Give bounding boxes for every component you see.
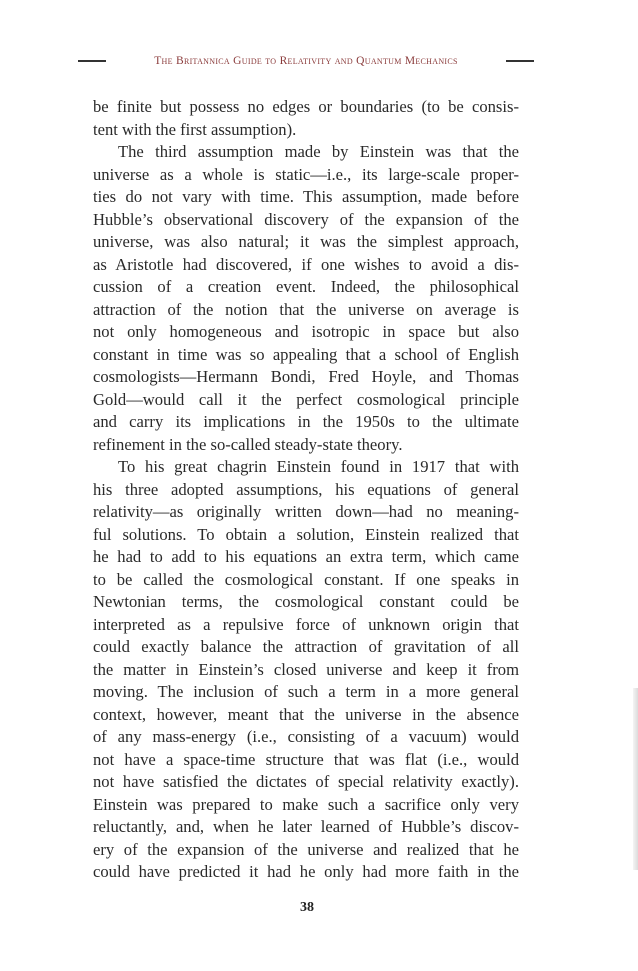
text-line: universe as a whole is static—i.e., its large-scale proper- (93, 164, 519, 184)
text-line: universe, was also natural; it was the simplest approach, (93, 232, 519, 251)
text-line: interpreted as a repulsive force of unknown origin that (93, 614, 519, 634)
text-line: he had to add to his equations an extra term, which came (93, 547, 519, 566)
text-line: ery of the expansion of the universe and realized that he (93, 839, 519, 859)
text-line: could have predicted it had he only had more faith in the (93, 862, 519, 881)
text-line: as Aristotle had discovered, if one wishes to avoid a dis- (93, 254, 519, 274)
text-line: ful solutions. To obtain a solution, Einstein realized that (93, 524, 519, 544)
body-text (93, 96, 519, 884)
text-line: not only homogeneous and isotropic in space but also (93, 322, 519, 341)
text-line: attraction of the notion that the universe on average is (93, 299, 519, 319)
text-line: be finite but possess no edges or boundaries (to be consis- (93, 97, 519, 116)
text-line: Gold—would call it the perfect cosmological principle (93, 389, 519, 409)
text-line: the matter in Einstein’s closed universe and keep it from (93, 659, 519, 679)
header-rule-right (506, 60, 534, 61)
text-line: ties do not vary with time. This assumption, made before (93, 187, 519, 206)
text-line: To his great chagrin Einstein found in 1917 that with (118, 457, 519, 476)
text-line: and carry its implications in the 1950s to the ultimate (93, 412, 519, 431)
running-header (78, 52, 534, 70)
text-line: context, however, meant that the universe in the absence (93, 704, 519, 724)
text-line: reluctantly, and, when he later learned of Hubble’s discov- (93, 817, 519, 836)
page-edge-shadow (633, 688, 638, 870)
text-line: relativity—as originally written down—had no meaning- (93, 502, 519, 521)
text-line: Hubble’s observational discovery of the expansion of the (93, 209, 519, 229)
text-line: could exactly balance the attraction of gravitation of all (93, 637, 519, 656)
text-line: refinement in the so-called steady-state theory. (93, 434, 403, 454)
text-line: to be called the cosmological constant. If one speaks in (93, 569, 519, 589)
text-line: moving. The inclusion of such a term in a more general (93, 682, 519, 701)
text-line: The third assumption made by Einstein was that the (118, 142, 519, 161)
header-rule-left (78, 60, 106, 61)
running-header-title: The Britannica Guide to Relativity and Quantum Mechanics (154, 55, 458, 67)
text-line: Einstein was prepared to make such a sacrifice only very (93, 794, 519, 814)
text-line: of any mass-energy (i.e., consisting of a vacuum) would (93, 727, 519, 746)
text-line: tent with the first assumption). (93, 119, 297, 139)
text-line: cosmologists—Hermann Bondi, Fred Hoyle, and Thomas (93, 367, 519, 386)
page-number: 38 (300, 900, 314, 915)
text-line: cussion of a creation event. Indeed, the philosophical (93, 277, 519, 296)
text-line: not have satisfied the dictates of special relativity exactly). (93, 772, 519, 791)
text-line: Newtonian terms, the cosmological constant could be (93, 592, 519, 611)
text-line: not have a space-time structure that was flat (i.e., would (93, 749, 519, 769)
text-line: constant in time was so appealing that a school of English (93, 344, 519, 364)
text-line: his three adopted assumptions, his equations of general (93, 479, 519, 499)
